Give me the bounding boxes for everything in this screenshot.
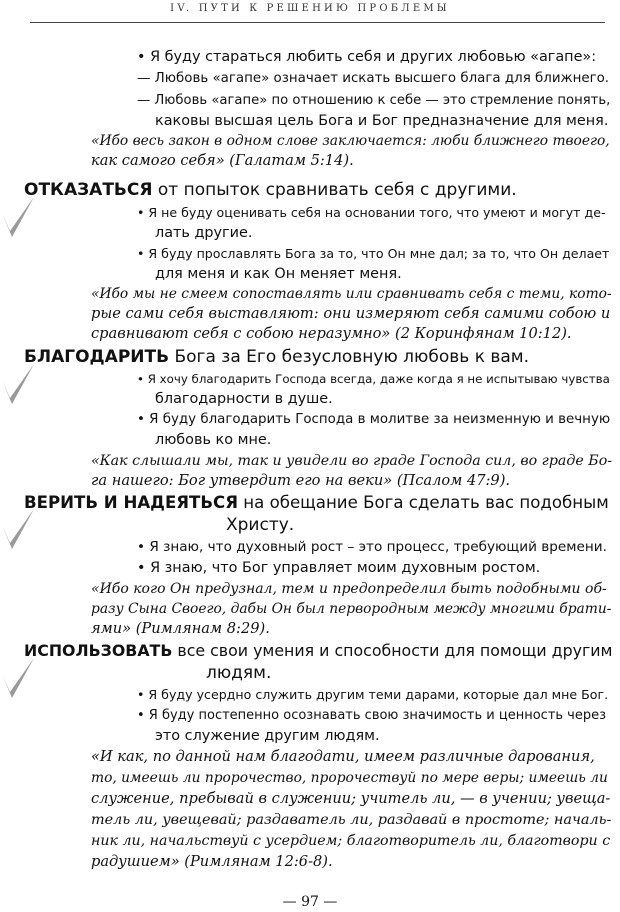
section-heading-verit: [24, 492, 609, 514]
bullet-continuation: для меня и как Он меняет меня.: [155, 266, 402, 282]
section-heading-ispolzovat: [24, 640, 612, 662]
section-heading-text: от попыток сравнивать себя с другими.: [152, 180, 517, 200]
header-rule: [30, 22, 605, 23]
bullet-continuation: это служение другим людям.: [155, 728, 380, 744]
bullet-line: • Я буду благодарить Господа в молитве за неизменную и вечную: [137, 412, 611, 427]
quote-line: «Как слышали мы, так и увидели во граде Господа сил, во граде Бо-: [91, 453, 613, 469]
bullet-continuation: любовь ко мне.: [155, 432, 272, 448]
section-heading-text: все свои умения и способности для помощи другим: [172, 641, 613, 660]
section-keyword: ВЕРИТЬ И НАДЕЯТЬСЯ: [24, 493, 238, 512]
quote-line: разу Сына Своего, дабы Он был первородным между многими брати-: [91, 601, 612, 617]
bullet-line: • Я не буду оценивать себя на основании того, что умеют и могут де-: [137, 205, 606, 220]
intro-dash-line: — Любовь «агапе» означает искать высшего блага для ближнего.: [137, 71, 610, 86]
section-keyword: БЛАГОДАРИТЬ: [24, 347, 170, 367]
intro-continuation: каковы высшая цель Бога и Бог предназначение для меня.: [155, 113, 609, 129]
bullet-line: • Я хочу благодарить Господа всегда, даже когда я не испытываю чувства: [137, 372, 610, 386]
intro-bullet: • Я буду стараться любить себя и других любовью «агапе»:: [137, 49, 597, 65]
page-number: — 97 —: [282, 894, 338, 910]
quote-line: сравнивают себя с собою неразумно» (2 Коринфянам 10:12).: [91, 325, 572, 342]
running-head: IV. ПУТИ К РЕШЕНИЮ ПРОБЛЕМЫ: [170, 3, 450, 14]
bullet-continuation: лать другие.: [155, 225, 253, 241]
quote-line: «И как, по данной нам благодати, имеем различные дарования,: [91, 748, 595, 765]
quote-line: ник ли, начальствуй с усердием; благотворитель ли, благотвори с: [91, 833, 611, 849]
quote-line: служение, пребывай в служении; учитель ли, — в учении; увеща-: [91, 790, 611, 807]
intro-dash-line: — Любовь «агапе» по отношению к себе — это стремление понять,: [137, 93, 611, 108]
quote-line: га нашего: Бог утвердит его на веки» (Псалом 47:9).: [91, 472, 511, 489]
quote-line: «Ибо кого Он предузнал, тем и предопределил быть подобными об-: [91, 581, 607, 597]
bullet-line: • Я буду усердно служить другим теми дарами, которые дал мне Бог.: [137, 687, 609, 702]
section-heading-text: Бога за Его безусловную любовь к вам.: [169, 347, 530, 367]
section-heading-otkazatsya: [24, 179, 517, 201]
bullet-line: • Я знаю, что духовный рост – это процесс, требующий времени.: [137, 539, 607, 555]
quote-line: рые сами себя выставляют: они измеряют себя самими собою и: [91, 305, 611, 322]
section-keyword: ОТКАЗАТЬСЯ: [24, 180, 153, 200]
quote-line: радушием» (Римлянам 12:6-8).: [91, 853, 333, 870]
section-heading-text: на обещание Бога сделать вас подобным: [238, 493, 609, 512]
quote-line: тель ли, увещевай; раздаватель ли, раздавай в простоте; началь-: [91, 812, 612, 828]
section-heading-continuation: Христу.: [226, 515, 295, 535]
bullet-continuation: благодарности в душе.: [155, 391, 333, 407]
bullet-line: • Я знаю, что Бог управляет моим духовным ростом.: [137, 560, 541, 576]
quote-line: то, имеешь ли пророчество, пророчествуй по мере веры; имеешь ли: [91, 770, 608, 786]
section-heading-continuation: людям.: [206, 663, 272, 683]
bullet-line: • Я буду прославлять Бога за то, что Он мне дал; за то, что Он делает: [137, 246, 610, 261]
quote-line: ями» (Римлянам 8:29).: [91, 620, 270, 637]
intro-quote-line: «Ибо весь закон в одном слове заключается: люби ближнего твоего,: [91, 133, 610, 149]
intro-quote-line: как самого себя» (Галатам 5:14).: [91, 152, 354, 169]
bullet-line: • Я буду постепенно осознавать свою значимость и ценность через: [137, 708, 607, 723]
section-heading-blagodarit: [24, 346, 529, 368]
section-keyword: ИСПОЛЬЗОВАТЬ: [24, 641, 173, 660]
quote-line: «Ибо мы не смеем сопоставлять или сравнивать себя с теми, кото-: [91, 286, 612, 302]
